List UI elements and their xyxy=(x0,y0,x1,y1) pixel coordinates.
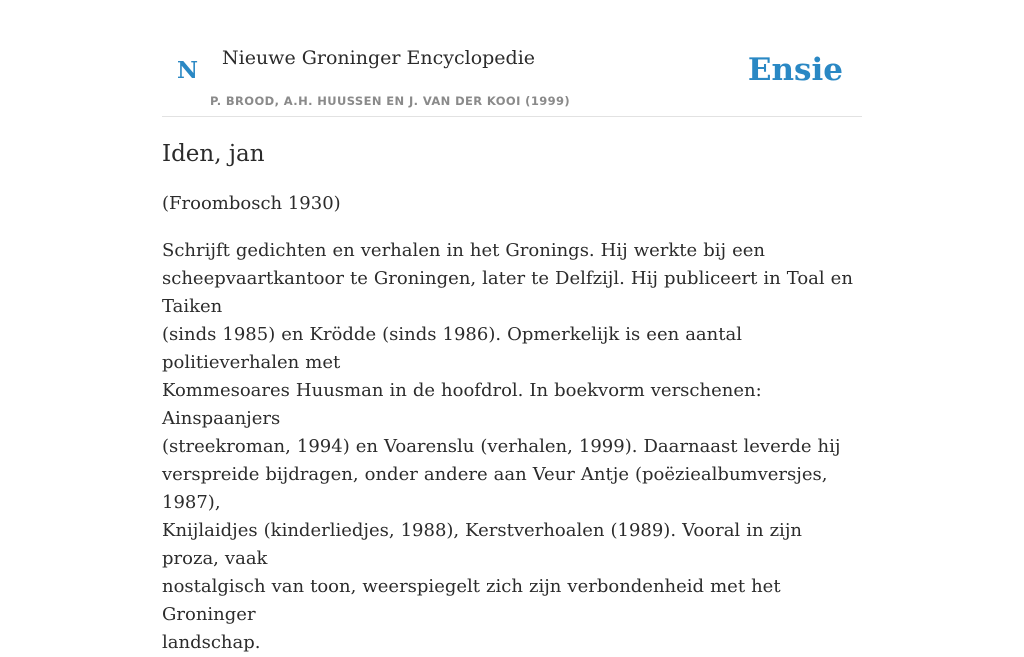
publication-title[interactable]: Nieuwe Groninger Encyclopedie xyxy=(222,47,536,69)
entry-body-line: scheepvaartkantoor te Groningen, later te Delfzijl. Hij publiceert in Toal en Taiken xyxy=(162,268,853,317)
entry-body-line: (streekroman, 1994) en Voarenslu (verhalen, 1999). Daarnaast leverde hij xyxy=(162,436,841,457)
entry-birth-info: (Froombosch 1930) xyxy=(162,193,341,214)
entry-body-line: (sinds 1985) en Krödde (sinds 1986). Opmerkelijk is een aantal politieverhalen met xyxy=(162,324,742,373)
entry-title: Iden, jan xyxy=(162,141,265,167)
entry-body-line: nostalgisch van toon, weerspiegelt zich zijn verbondenheid met het Groninger xyxy=(162,576,781,625)
publication-logo[interactable]: N xyxy=(177,57,199,84)
entry-body-line: landschap. xyxy=(162,632,261,653)
entry-body-line: Kommesoares Huusman in de hoofdrol. In boekvorm verschenen: Ainspaanjers xyxy=(162,380,762,429)
publication-authors: P. BROOD, A.H. HUUSSEN EN J. VAN DER KOOI (1999) xyxy=(210,94,571,108)
page-header xyxy=(162,0,862,117)
entry-body-line: Knijlaidjes (kinderliedjes, 1988), Kerstverhoalen (1989). Vooral in zijn proza, vaak xyxy=(162,520,802,569)
entry-body-line: Schrijft gedichten en verhalen in het Gronings. Hij werkte bij een xyxy=(162,240,765,261)
ensie-logo[interactable]: Ensie xyxy=(747,52,843,88)
entry-body xyxy=(162,237,862,657)
article xyxy=(162,138,862,657)
entry-body-line: verspreide bijdragen, onder andere aan Veur Antje (poëziealbumversjes, 1987), xyxy=(162,464,828,513)
